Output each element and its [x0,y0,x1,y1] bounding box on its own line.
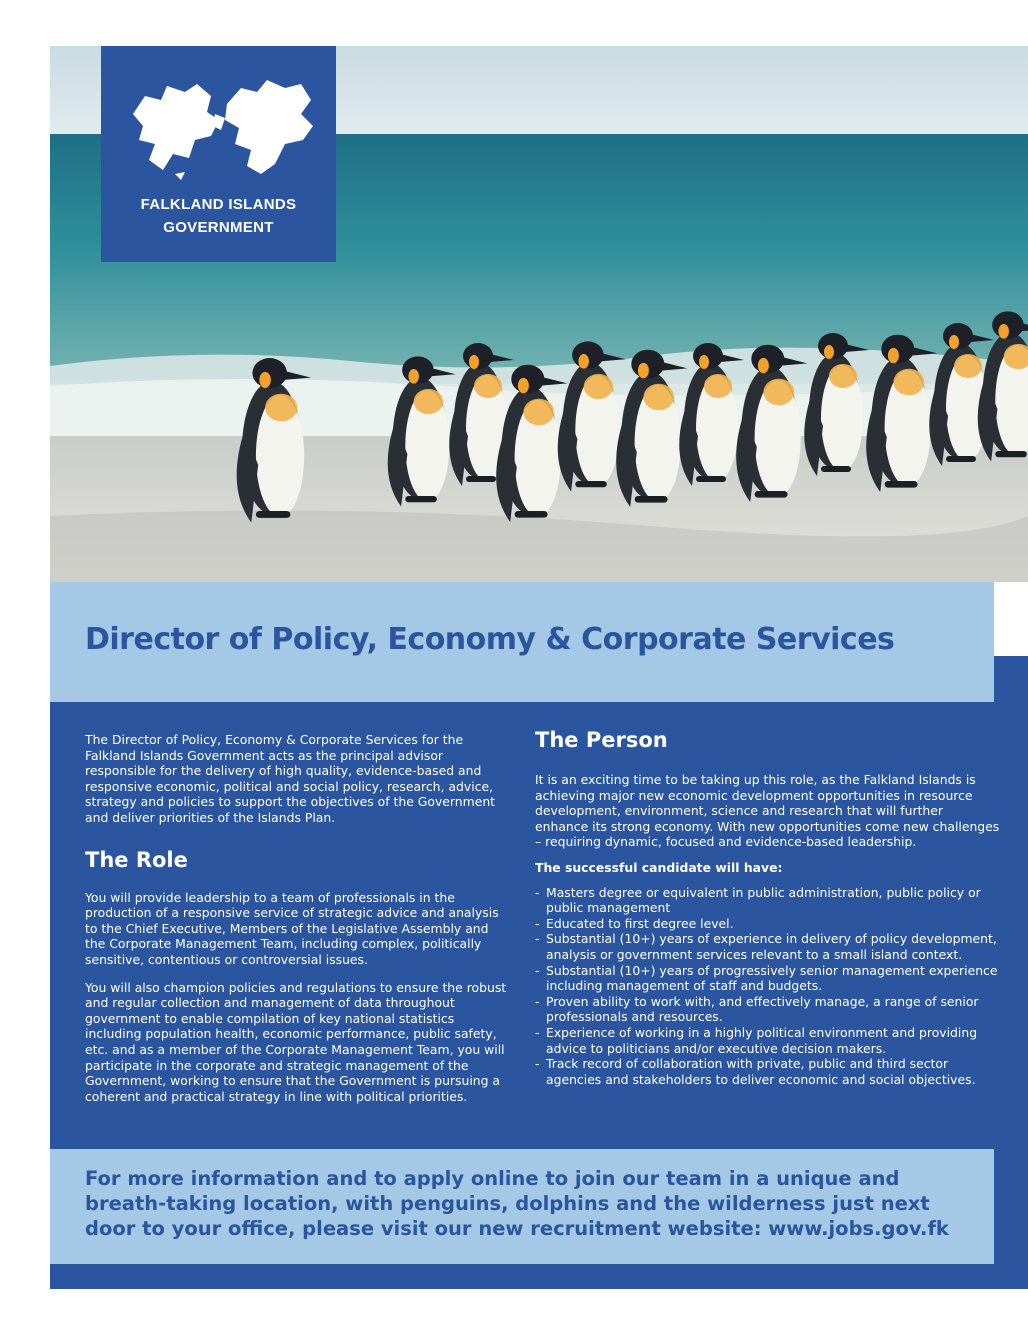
cta-text: For more information and to apply online to join our team in a unique and breath-taking location, with penguins, dolphins and the wilderness just next door to your office, please visit our new recruitment website: [85,1167,930,1240]
call-to-action-band [50,1149,994,1264]
recruitment-website-link[interactable]: www.jobs.gov.fk [768,1217,949,1240]
list-item: - Proven ability to work with, and effectively manage, a range of senior professionals and resources. [535,994,1000,1025]
title-band [50,582,994,702]
requirements-list [535,885,1000,1088]
left-column [85,732,510,1104]
penguins-hero-image [50,46,1028,582]
org-name-line2: GOVERNMENT [163,219,274,236]
org-name-line1: FALKLAND ISLANDS [140,196,297,213]
list-item: - Educated to first degree level. [535,916,1000,932]
requirements-heading: The successful candidate will have: [535,859,783,875]
fig-logo [101,46,336,262]
role-heading: The Role [85,847,188,872]
job-description-section [50,702,1028,1149]
job-title: Director of Policy, Economy & Corporate Services [85,622,895,657]
role-paragraph-2: You will also champion policies and regulations to ensure the robust and regular collection and management of data throughout government to enable compilation of key national statistics including population health, economic performance, public safety, etc. and as a member of the Corporate Management Team, you will participate in the corporate and strategic management of the Government, working to ensure that the Government is pursuing a coherent and practical strategy in line with political priorities. [85,979,507,1104]
person-heading: The Person [535,728,668,752]
role-paragraph-1: You will provide leadership to a team of professionals in the production of a responsive service of strategic advice and analysis to the Chief Executive, Members of the Legislative Assembly and the Corporate Management Team, including complex, politically sensitive, contentious or controversial issues. [85,889,499,967]
falkland-islands-map-icon [115,74,320,184]
list-item: - Substantial (10+) years of experience in delivery of policy development, analysis or government services relevant to a small island context. [535,931,1000,962]
list-item: - Masters degree or equivalent in public administration, public policy or public management [535,885,1000,916]
list-item: - Substantial (10+) years of progressively senior management experience including management of staff and budgets. [535,963,1000,994]
footer-band [50,1264,1028,1289]
right-column [535,728,1000,1087]
intro-paragraph: The Director of Policy, Economy & Corporate Services for the Falkland Islands Government acts as the principal advisor responsible for the delivery of high quality, evidence-based and responsive economic, political and social policy, research, advice, strategy and policies to support the objectives of the Government and deliver priorities of the Islands Plan. [85,732,496,825]
list-item: - Track record of collaboration with private, public and third sector agencies and stakeholders to deliver economic and social objectives. [535,1056,1000,1087]
job-advert-page [50,46,1028,1289]
person-paragraph: It is an exciting time to be taking up this role, as the Falkland Islands is achieving major new economic development opportunities in resource development, environment, science and research that will further enhance its strong economy. With new opportunities come new challenges – requiring dynamic, focused and evidence-based leadership. [535,772,1000,850]
cta-text-block [85,1166,965,1241]
list-item: - Experience of working in a highly political environment and providing advice to politicians and/or executive decision makers. [535,1025,1000,1056]
